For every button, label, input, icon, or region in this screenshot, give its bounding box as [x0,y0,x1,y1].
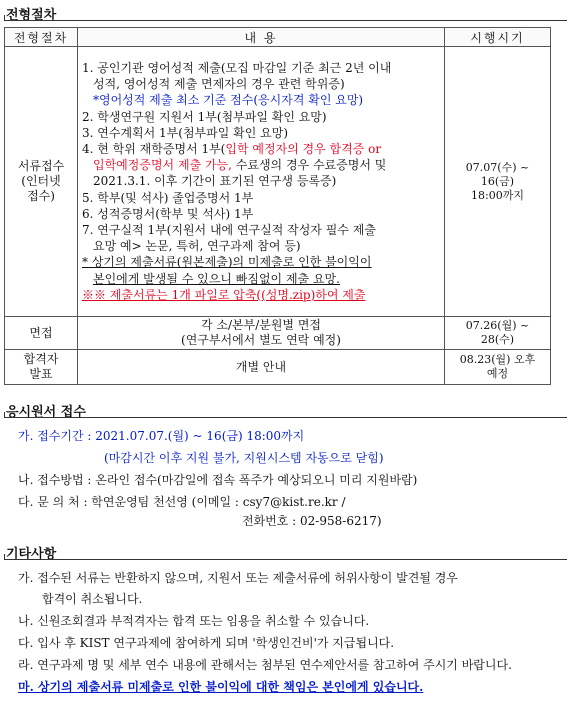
table-header-row [5,28,551,47]
section-divider [4,20,567,21]
procedure-table [4,27,551,385]
period-cell-interview: 07.26(월) ~ 28(수) [445,317,551,350]
application-period-note: (마감시간 이후 지원 불가, 지원시스템 자동으로 닫힘) [104,451,384,465]
header-stage: 전형절차 [5,28,78,47]
documents-list [78,47,445,317]
doc-item-4-cont2: 2021.3.1. 이후 기간이 표기된 연구생 등록증) [93,174,337,189]
section-divider [4,559,567,560]
application-period: 가. 접수기간 : 2021.07.07.(월) ~ 16(금) 18:00까지 [18,429,305,443]
doc-item-1: 1. 공인기관 영어성적 제출(모집 마감일 기준 최근 2년 이내 [82,60,392,75]
header-period: 시행시기 [445,28,551,47]
doc-item-6: 6. 성적증명서(학부 및 석사) 1부 [82,206,254,221]
table-row-result [5,350,551,385]
table-row-documents [5,47,551,317]
etc-item-ga: 가. 접수된 서류는 반환하지 않으며, 지원서 또는 제출서류에 허위사항이 발견될 경우 [18,571,458,585]
doc-item-1-note: *영어성적 제출 최소 기준 점수(응시자격 확인 요망) [93,93,364,108]
stage-cell-interview: 면접 [5,317,78,350]
warning-line: * 상기의 제출서류(원본제출)의 미제출로 인한 불이익이 [82,255,372,270]
doc-item-7: 7. 연구실적 1부(지원서 내에 연구실적 작성자 필수 제출 [82,223,376,237]
section-title-application: 응시원서 접수 [6,405,86,420]
interview-content: 각 소/본부/분원별 면접 (연구부서에서 별도 연락 예정) [78,317,445,350]
section-title-etc: 기타사항 [6,547,57,562]
section-divider [4,417,567,418]
doc-item-2: 2. 학생연구원 지원서 1부(첨부파일 확인 요망) [82,109,327,124]
file-note: ※※ 제출서류는 1개 파일로 압축((성명.zip)하여 제출 [82,287,366,302]
doc-item-3: 3. 연수계획서 1부(첨부파일 확인 요망) [82,125,288,140]
application-contact: 다. 문 의 처 : 학연운영팀 천선영 (이메일 : csy7@kist.re.kr / [18,495,346,509]
stage-cell-documents: 서류접수 (인터넷 접수) [5,47,78,317]
application-contact-phone: 전화번호 : 02-958-6217) [242,514,382,528]
warning-line-cont: 본인에게 발생될 수 있으니 빠짐없이 제출 요망. [93,271,340,286]
doc-item-1-cont: 성적, 영어성적 제출 면제자의 경우 관련 학위증) [93,77,345,92]
stage-cell-result: 합격자 발표 [5,350,78,385]
doc-item-4: 4. 현 학위 재학증명서 1부(입학 예정자의 경우 합격증 or [82,141,382,156]
etc-item-da: 다. 입사 후 KIST 연구과제에 참여하게 되며 '학생인건비'가 지급됩니다. [18,636,395,650]
section-title-procedure: 전형절차 [6,8,57,23]
period-cell-result: 08.23(월) 오후 예정 [445,350,551,385]
etc-item-na: 나. 신원조회결과 부적격자는 합격 또는 임용을 취소할 수 있습니다. [18,614,370,628]
doc-item-4-cont: 입학예정증명서 제출 가능, 수료생의 경우 수료증명서 및 [93,158,387,173]
doc-item-7-cont: 요망 예> 논문, 특허, 연구과제 참여 등) [93,239,301,254]
etc-item-ra: 라. 연구과제 명 및 세부 연수 내용에 관해서는 첨부된 연수제안서를 참고하여 주시기 바랍니다. [18,658,512,672]
doc-item-5: 5. 학부(및 석사) 졸업증명서 1부 [82,190,254,205]
period-cell-documents: 07.07(수) ~ 16(금) 18:00까지 [445,47,551,317]
etc-item-ma: 마. 상기의 제출서류 미제출로 인한 불이익에 대한 책임은 본인에게 있습니다. [18,680,424,694]
application-method: 나. 접수방법 : 온라인 접수(마감일에 접속 폭주가 예상되오니 미리 지원바람) [18,473,418,487]
result-content: 개별 안내 [78,350,445,385]
header-content: 내 용 [78,28,445,47]
etc-item-ga-cont: 합격이 취소됩니다. [42,592,143,606]
table-row-interview [5,317,551,350]
